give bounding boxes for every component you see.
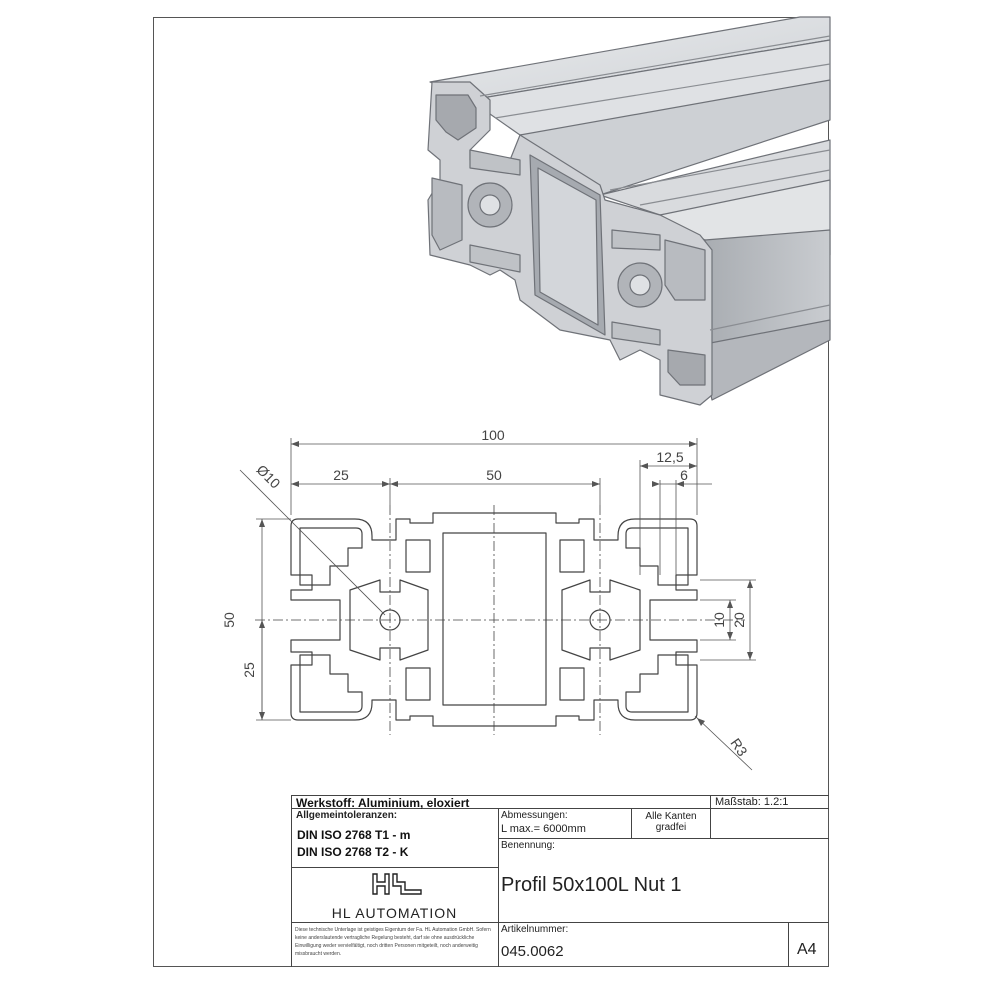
hl-logo-icon [371, 873, 423, 895]
dim-slot-width: 6 [680, 467, 688, 483]
dim-corner-radius: R3 [727, 735, 751, 760]
dim-half-height: 25 [241, 662, 257, 678]
dim-inner-slot: 10 [711, 612, 727, 628]
legal-note: Diese technische Unterlage ist geistiges Eigentum der Fa. HL Automation GmbH. Sofern keine anderslautende vertragliche Regelung besteht, darf sie ohne ausdrückliche Einwilligung weder vervielfältigt, noch dritten Personen mitgeteilt, noch anderweitig missbraucht werden. [295, 927, 491, 957]
center-lines [255, 505, 745, 735]
designation: Profil 50x100L Nut 1 [501, 874, 682, 896]
dim-center-pitch: 50 [486, 467, 502, 483]
dim-left-pitch: 25 [333, 467, 349, 483]
sheet-format: A4 [797, 941, 817, 958]
material-label: Werkstoff: Aluminium, eloxiert [296, 796, 470, 810]
dim-slot-pitch: 12,5 [656, 449, 684, 465]
designation-label: Benennung: [501, 840, 555, 851]
dim-outer-slot: 20 [731, 612, 747, 628]
company-name: HL AUTOMATION [331, 905, 458, 921]
scale-label: Maßstab: 1.2:1 [715, 796, 789, 808]
tolerance-2: DIN ISO 2768 T2 - K [297, 845, 409, 859]
dim-total-width: 100 [481, 427, 505, 443]
title-block [291, 795, 829, 967]
tolerance-1: DIN ISO 2768 T1 - m [297, 828, 411, 842]
dimensions-label: Abmessungen: [501, 810, 568, 821]
dim-bore-diameter: Ø10 [253, 461, 284, 492]
article-number-label: Artikelnummer: [501, 924, 569, 935]
edges-note: Alle Kanten gradfei [645, 811, 697, 833]
dim-height: 50 [221, 612, 237, 628]
length-max: L max.= 6000mm [501, 823, 586, 835]
general-tolerances-label: Allgemeintoleranzen: [296, 810, 398, 821]
article-number: 045.0062 [501, 943, 564, 960]
isometric-profile-view [428, 17, 830, 405]
